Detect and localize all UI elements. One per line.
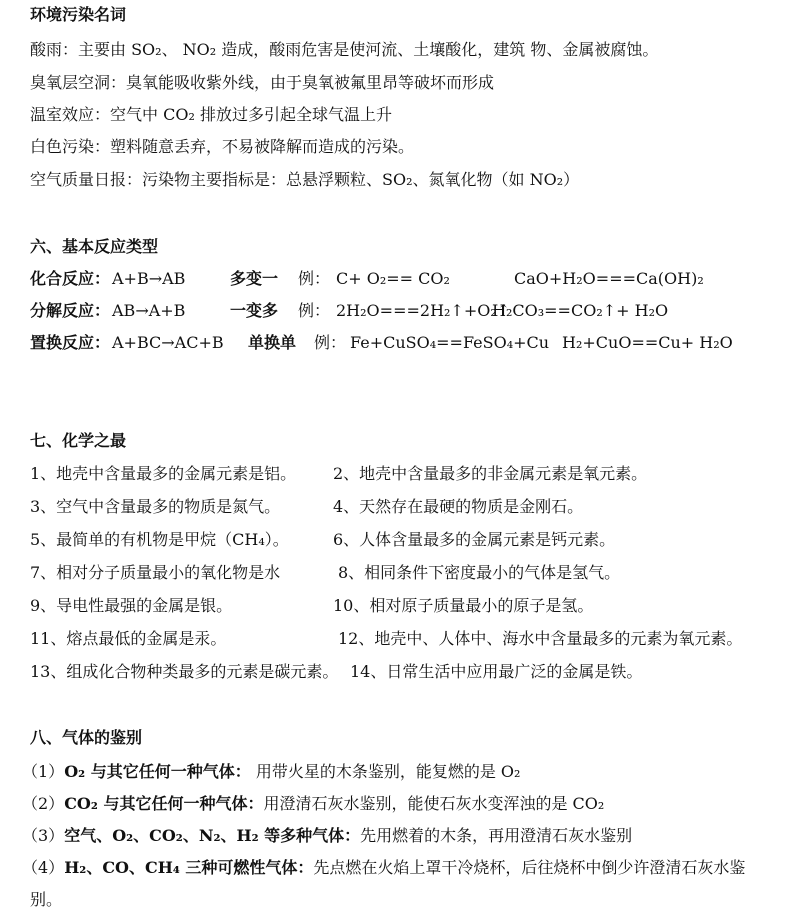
reaction-formula: A+BC→AC+B	[112, 333, 224, 352]
reaction-example-label: 例：	[298, 301, 331, 320]
reaction-label: 分解反应：	[30, 301, 111, 320]
reaction-example-label: 例：	[298, 269, 331, 288]
reaction-example-2: H₂+CuO==Cu+ H₂O	[562, 333, 733, 352]
gas-row-subject: O₂ 与其它任何一种气体：	[64, 762, 251, 781]
mosts-right: 4、天然存在最硬的物质是金刚石。	[333, 497, 584, 516]
mosts-left: 11、熔点最低的金属是汞。	[30, 629, 227, 648]
reactions-title: 六、基本反应类型	[30, 237, 159, 256]
reaction-label: 置换反应：	[30, 333, 111, 352]
mosts-left: 7、相对分子质量最小的氧化物是水	[30, 563, 281, 582]
reaction-example-label: 例：	[314, 333, 347, 352]
gas-row	[22, 857, 745, 879]
mosts-left: 9、导电性最强的金属是银。	[30, 596, 233, 615]
gas-row	[22, 825, 632, 847]
mosts-right: 14、日常生活中应用最广泛的金属是铁。	[350, 662, 643, 681]
gases-title: 八、气体的鉴别	[30, 728, 143, 747]
gas-row-method: 用带火星的木条鉴别，能复燃的是 O₂	[255, 762, 521, 781]
gas-row-number: （4）	[22, 858, 65, 877]
mosts-right: 8、相同条件下密度最小的气体是氢气。	[338, 563, 621, 582]
env-title: 环境污染名词	[30, 5, 127, 24]
reaction-example-1: C+ O₂== CO₂	[336, 269, 450, 288]
mosts-title: 七、化学之最	[30, 431, 127, 450]
mosts-right: 12、地壳中、人体中、海水中含量最多的元素为氧元素。	[338, 629, 743, 648]
reaction-example-2: CaO+H₂O===Ca(OH)₂	[514, 269, 704, 288]
env-item-ozone: 臭氧层空洞：臭氧能吸收紫外线，由于臭氧被氟里昂等破坏而形成	[30, 73, 495, 92]
reaction-kind: 一变多	[230, 301, 279, 320]
gas-row-subject: 空气、O₂、CO₂、N₂、H₂ 等多种气体：	[64, 826, 361, 845]
mosts-left: 3、空气中含量最多的物质是氮气。	[30, 497, 281, 516]
gas-row-number: （2）	[22, 794, 65, 813]
gas-row-method: 用澄清石灰水鉴别，能使石灰水变浑浊的是 CO₂	[263, 794, 605, 813]
reaction-kind: 多变一	[230, 269, 279, 288]
gas-row-subject: H₂、CO、CH₄ 三种可燃性气体：	[64, 858, 314, 877]
mosts-left: 1、地壳中含量最多的金属元素是铝。	[30, 464, 297, 483]
mosts-right: 6、人体含量最多的金属元素是钙元素。	[333, 530, 616, 549]
gas-row-continuation: 别。	[30, 890, 63, 909]
reaction-label: 化合反应：	[30, 269, 111, 288]
gas-row	[22, 793, 604, 815]
env-item-acid-rain: 酸雨：主要由 SO₂、 NO₂ 造成，酸雨危害是使河流、土壤酸化，建筑 物、金属被腐蚀。	[30, 40, 659, 59]
reaction-example-2: H₂CO₃==CO₂↑+ H₂O	[492, 301, 669, 320]
env-item-white-pollution: 白色污染：塑料随意丢弃，不易被降解而造成的污染。	[30, 137, 415, 156]
mosts-right: 2、地壳中含量最多的非金属元素是氧元素。	[333, 464, 648, 483]
gas-row-method: 先用燃着的木条，再用澄清石灰水鉴别	[360, 826, 633, 845]
reaction-example-1: Fe+CuSO₄==FeSO₄+Cu	[350, 333, 550, 352]
gas-row-method: 先点燃在火焰上罩干冷烧杯，后往烧杯中倒少许澄清石灰水鉴	[313, 858, 746, 877]
mosts-left: 5、最简单的有机物是甲烷（CH₄）。	[30, 530, 289, 549]
reaction-formula: A+B→AB	[112, 269, 186, 288]
gas-row-number: （1）	[22, 762, 65, 781]
reaction-formula: AB→A+B	[112, 301, 186, 320]
env-item-air-quality: 空气质量日报：污染物主要指标是：总悬浮颗粒、SO₂、氮氧化物（如 NO₂）	[30, 170, 580, 189]
reaction-example-1: 2H₂O===2H₂↑+O₂↑	[336, 301, 511, 320]
mosts-left: 13、组成化合物种类最多的元素是碳元素。	[30, 662, 339, 681]
gas-row	[22, 761, 520, 783]
reaction-kind: 单换单	[248, 333, 297, 352]
gas-row-subject: CO₂ 与其它任何一种气体：	[64, 794, 264, 813]
env-item-greenhouse: 温室效应：空气中 CO₂ 排放过多引起全球气温上升	[30, 105, 392, 124]
mosts-right: 10、相对原子质量最小的原子是氢。	[333, 596, 594, 615]
gas-row-number: （3）	[22, 826, 65, 845]
